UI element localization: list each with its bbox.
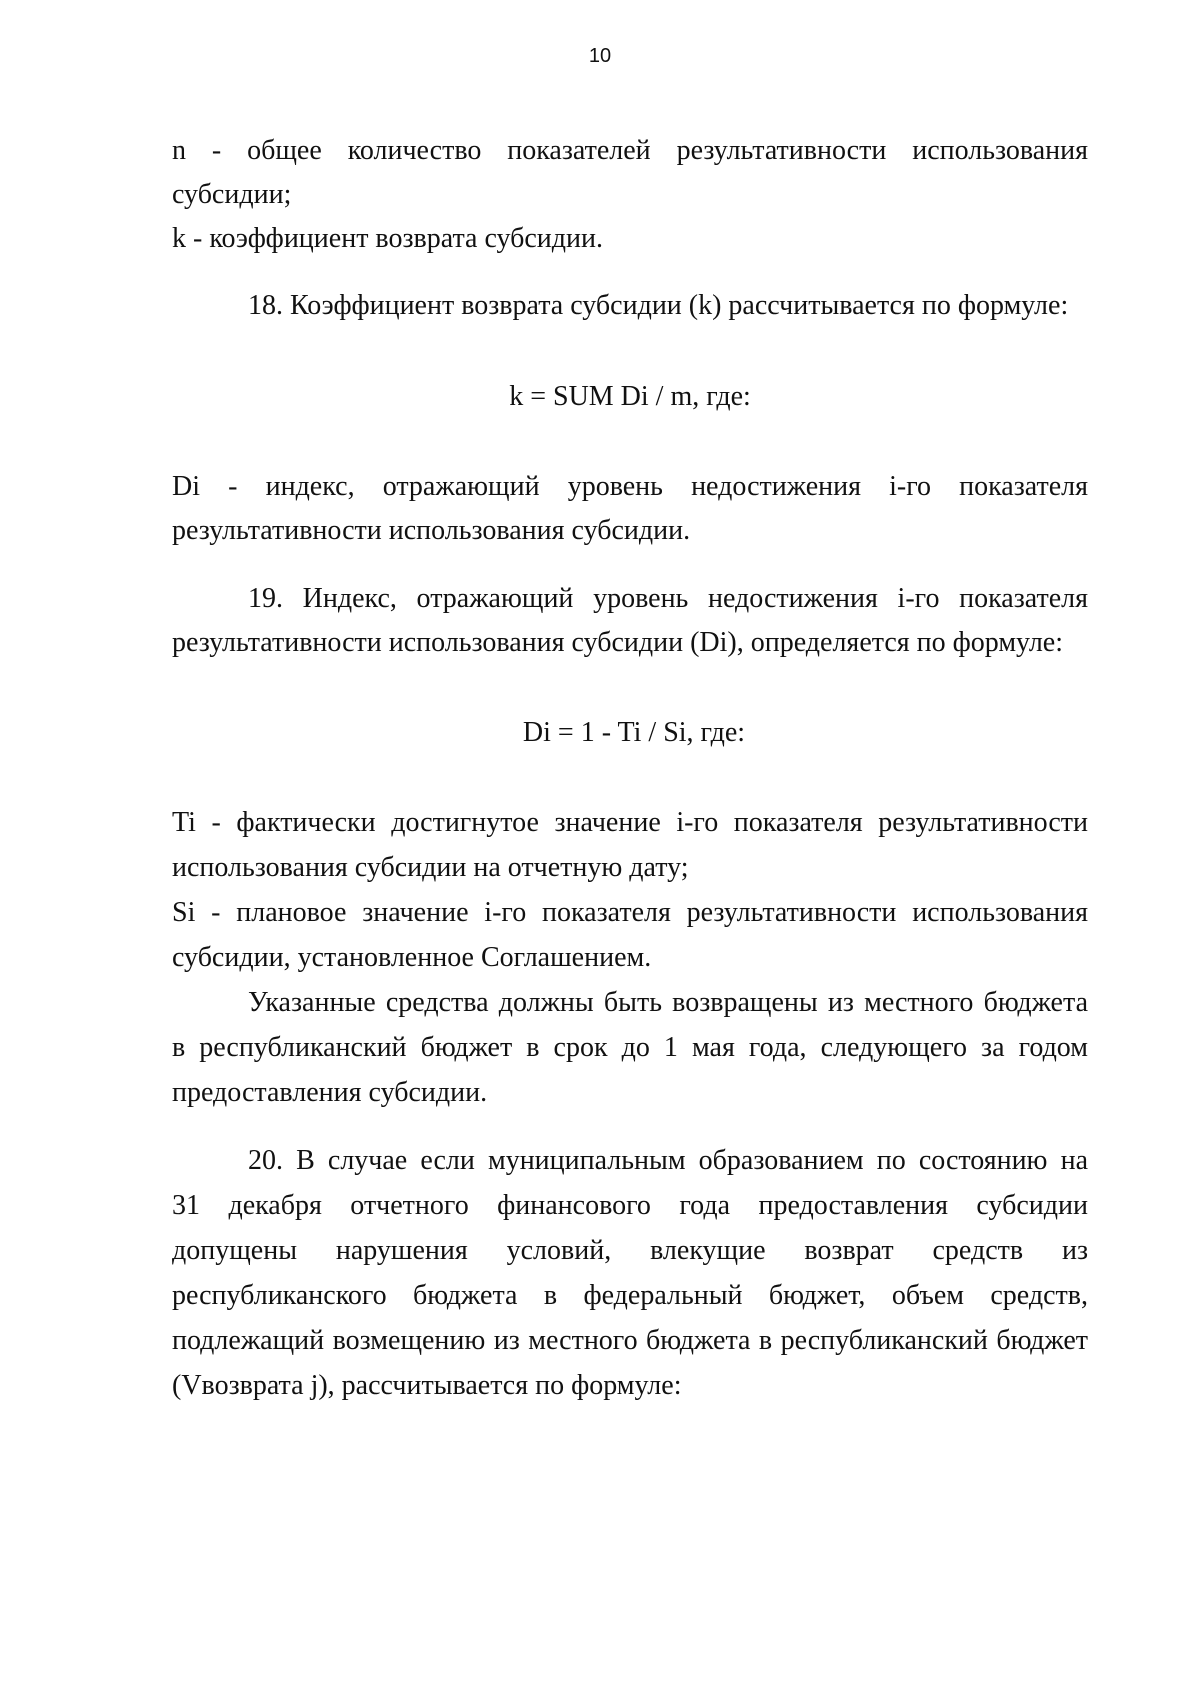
text-line: субсидии; <box>172 179 292 210</box>
text-line: n - общее количество показателей результативности использования <box>172 135 1088 166</box>
text-line: 19. Индекс, отражающий уровень недостижения i-го показателя <box>248 583 1088 614</box>
text-line: 20. В случае если муниципальным образованием по состоянию на <box>248 1145 1088 1176</box>
text-line: в республиканский бюджет в срок до 1 мая года, следующего за годом <box>172 1032 1088 1063</box>
text-line: подлежащий возмещению из местного бюджета в республиканский бюджет <box>172 1325 1088 1356</box>
text-line: Ti - фактически достигнутое значение i-го показателя результативности <box>172 807 1088 838</box>
text-line: 18. Коэффициент возврата субсидии (k) рассчитывается по формуле: <box>248 290 1069 321</box>
text-line: субсидии, установленное Соглашением. <box>172 942 652 973</box>
text-line: (Vвозврата j), рассчитывается по формуле: <box>172 1370 682 1401</box>
text-line: 31 декабря отчетного финансового года предоставления субсидии <box>172 1190 1088 1221</box>
text-line: использования субсидии на отчетную дату; <box>172 852 689 883</box>
text-line: результативности использования субсидии (Di), определяется по формуле: <box>172 627 1063 658</box>
text-line: республиканского бюджета в федеральный бюджет, объем средств, <box>172 1280 1088 1311</box>
formula-di: Di = 1 - Ti / Si, где: <box>522 717 746 748</box>
text-line: Указанные средства должны быть возвращены из местного бюджета <box>248 987 1088 1018</box>
text-line: допущены нарушения условий, влекущие возврат средств из <box>172 1235 1088 1266</box>
text-line: результативности использования субсидии. <box>172 515 691 546</box>
page-number: 10 <box>588 45 612 67</box>
text-line: k - коэффициент возврата субсидии. <box>172 223 604 254</box>
text-line: Di - индекс, отражающий уровень недостижения i-го показателя <box>172 471 1088 502</box>
text-line: предоставления субсидии. <box>172 1077 488 1108</box>
text-line: Si - плановое значение i-го показателя результативности использования <box>172 897 1088 928</box>
formula-k: k = SUM Di / m, где: <box>509 381 751 412</box>
